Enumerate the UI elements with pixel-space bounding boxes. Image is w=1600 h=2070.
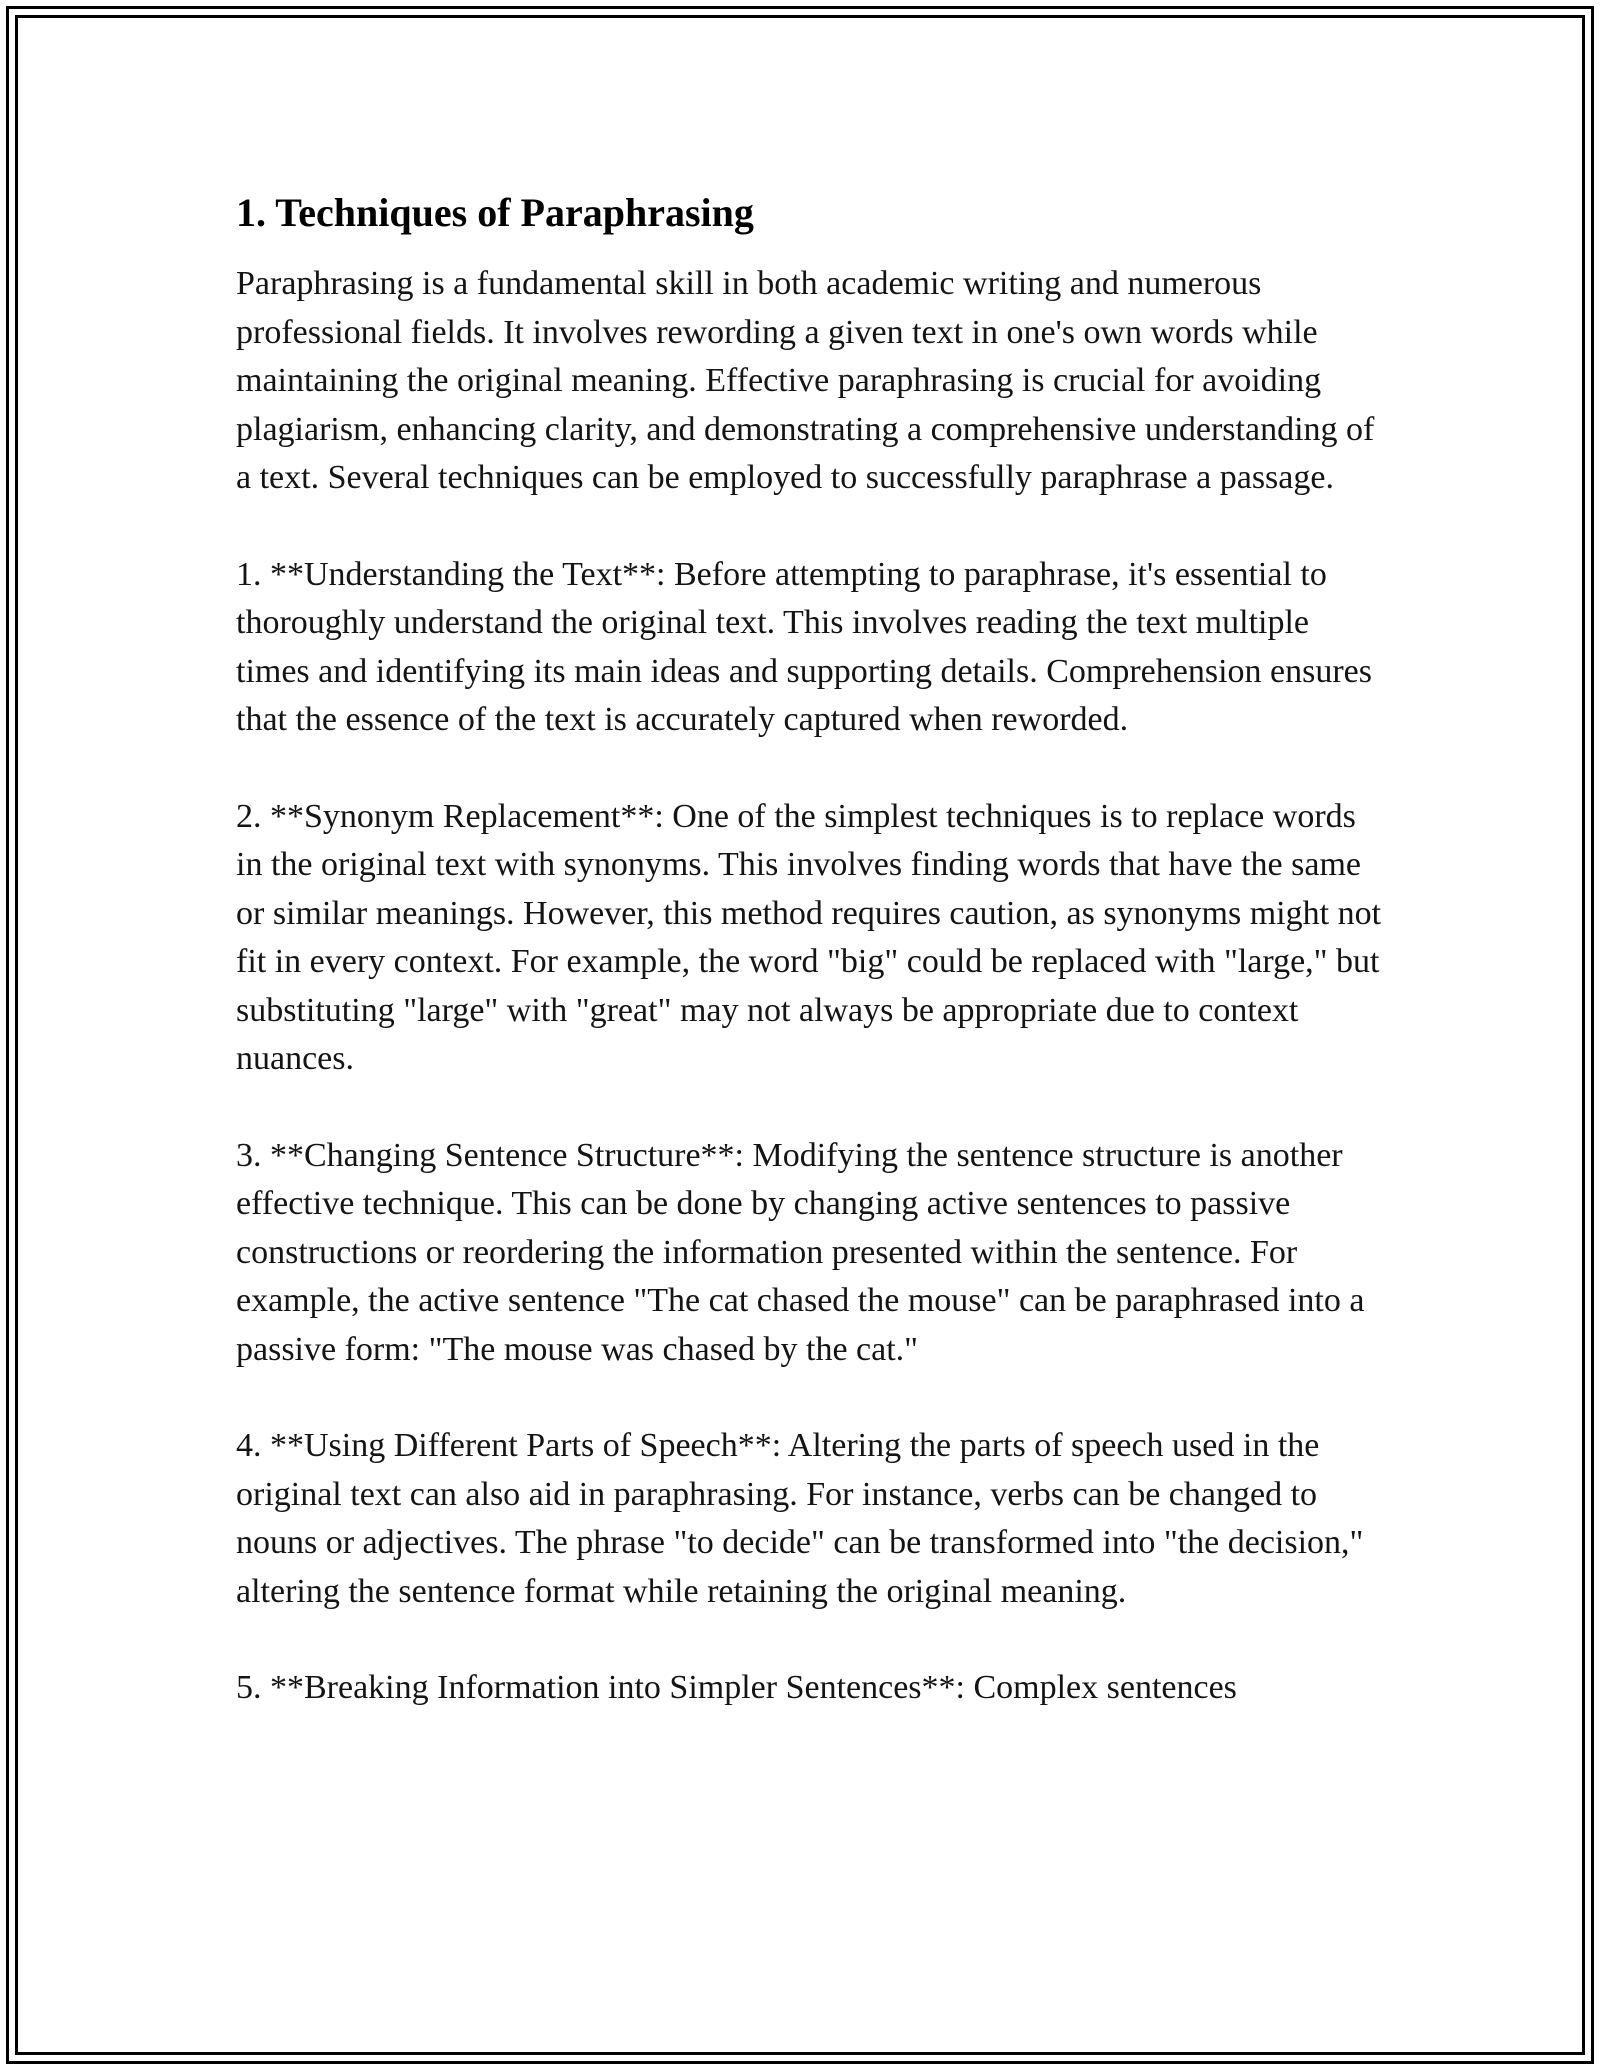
technique-parts-of-speech-paragraph: 4. **Using Different Parts of Speech**: Altering the parts of speech used in the original text can also aid in paraphrasing. For instance, verbs can be changed to nouns or adjectives. The phrase "to decide" can be transformed into "the decision," altering the sentence format while retaining the original meaning.	[236, 1427, 1364, 1610]
technique-understanding-paragraph: 1. **Understanding the Text**: Before attempting to paraphrase, it's essential to thoroughly understand the original text. This involves reading the text multiple times and identifying its main ideas and supporting details. Comprehension ensures that the essence of the text is accurately captured when reworded.	[236, 555, 1372, 738]
technique-sentence-structure-paragraph: 3. **Changing Sentence Structure**: Modifying the sentence structure is another effective technique. This can be done by changing active sentences to passive constructions or reordering the information presented within the sentence. For example, the active sentence "The cat chased the mouse" can be paraphrased into a passive form: "The mouse was chased by the cat."	[236, 1136, 1365, 1368]
technique-synonym-paragraph: 2. **Synonym Replacement**: One of the simplest techniques is to replace words in the original text with synonyms. This involves finding words that have the same or similar meanings. However, this method requires caution, as synonyms might not fit in every context. For example, the word "big" could be replaced with "large," but substituting "large" with "great" may not always be appropriate due to context nuances.	[236, 797, 1382, 1077]
technique-simpler-sentences-paragraph: 5. **Breaking Information into Simpler Sentences**: Complex sentences	[236, 1669, 1237, 1706]
document-body	[236, 190, 1386, 1713]
section-heading: 1. Techniques of Paraphrasing	[236, 190, 754, 235]
intro-paragraph: Paraphrasing is a fundamental skill in both academic writing and numerous professional fields. It involves rewording a given text in one's own words while maintaining the original meaning. Effective paraphrasing is crucial for avoiding plagiarism, enhancing clarity, and demonstrating a comprehensive understanding of a text. Several techniques can be employed to successfully paraphrase a passage.	[236, 265, 1375, 496]
